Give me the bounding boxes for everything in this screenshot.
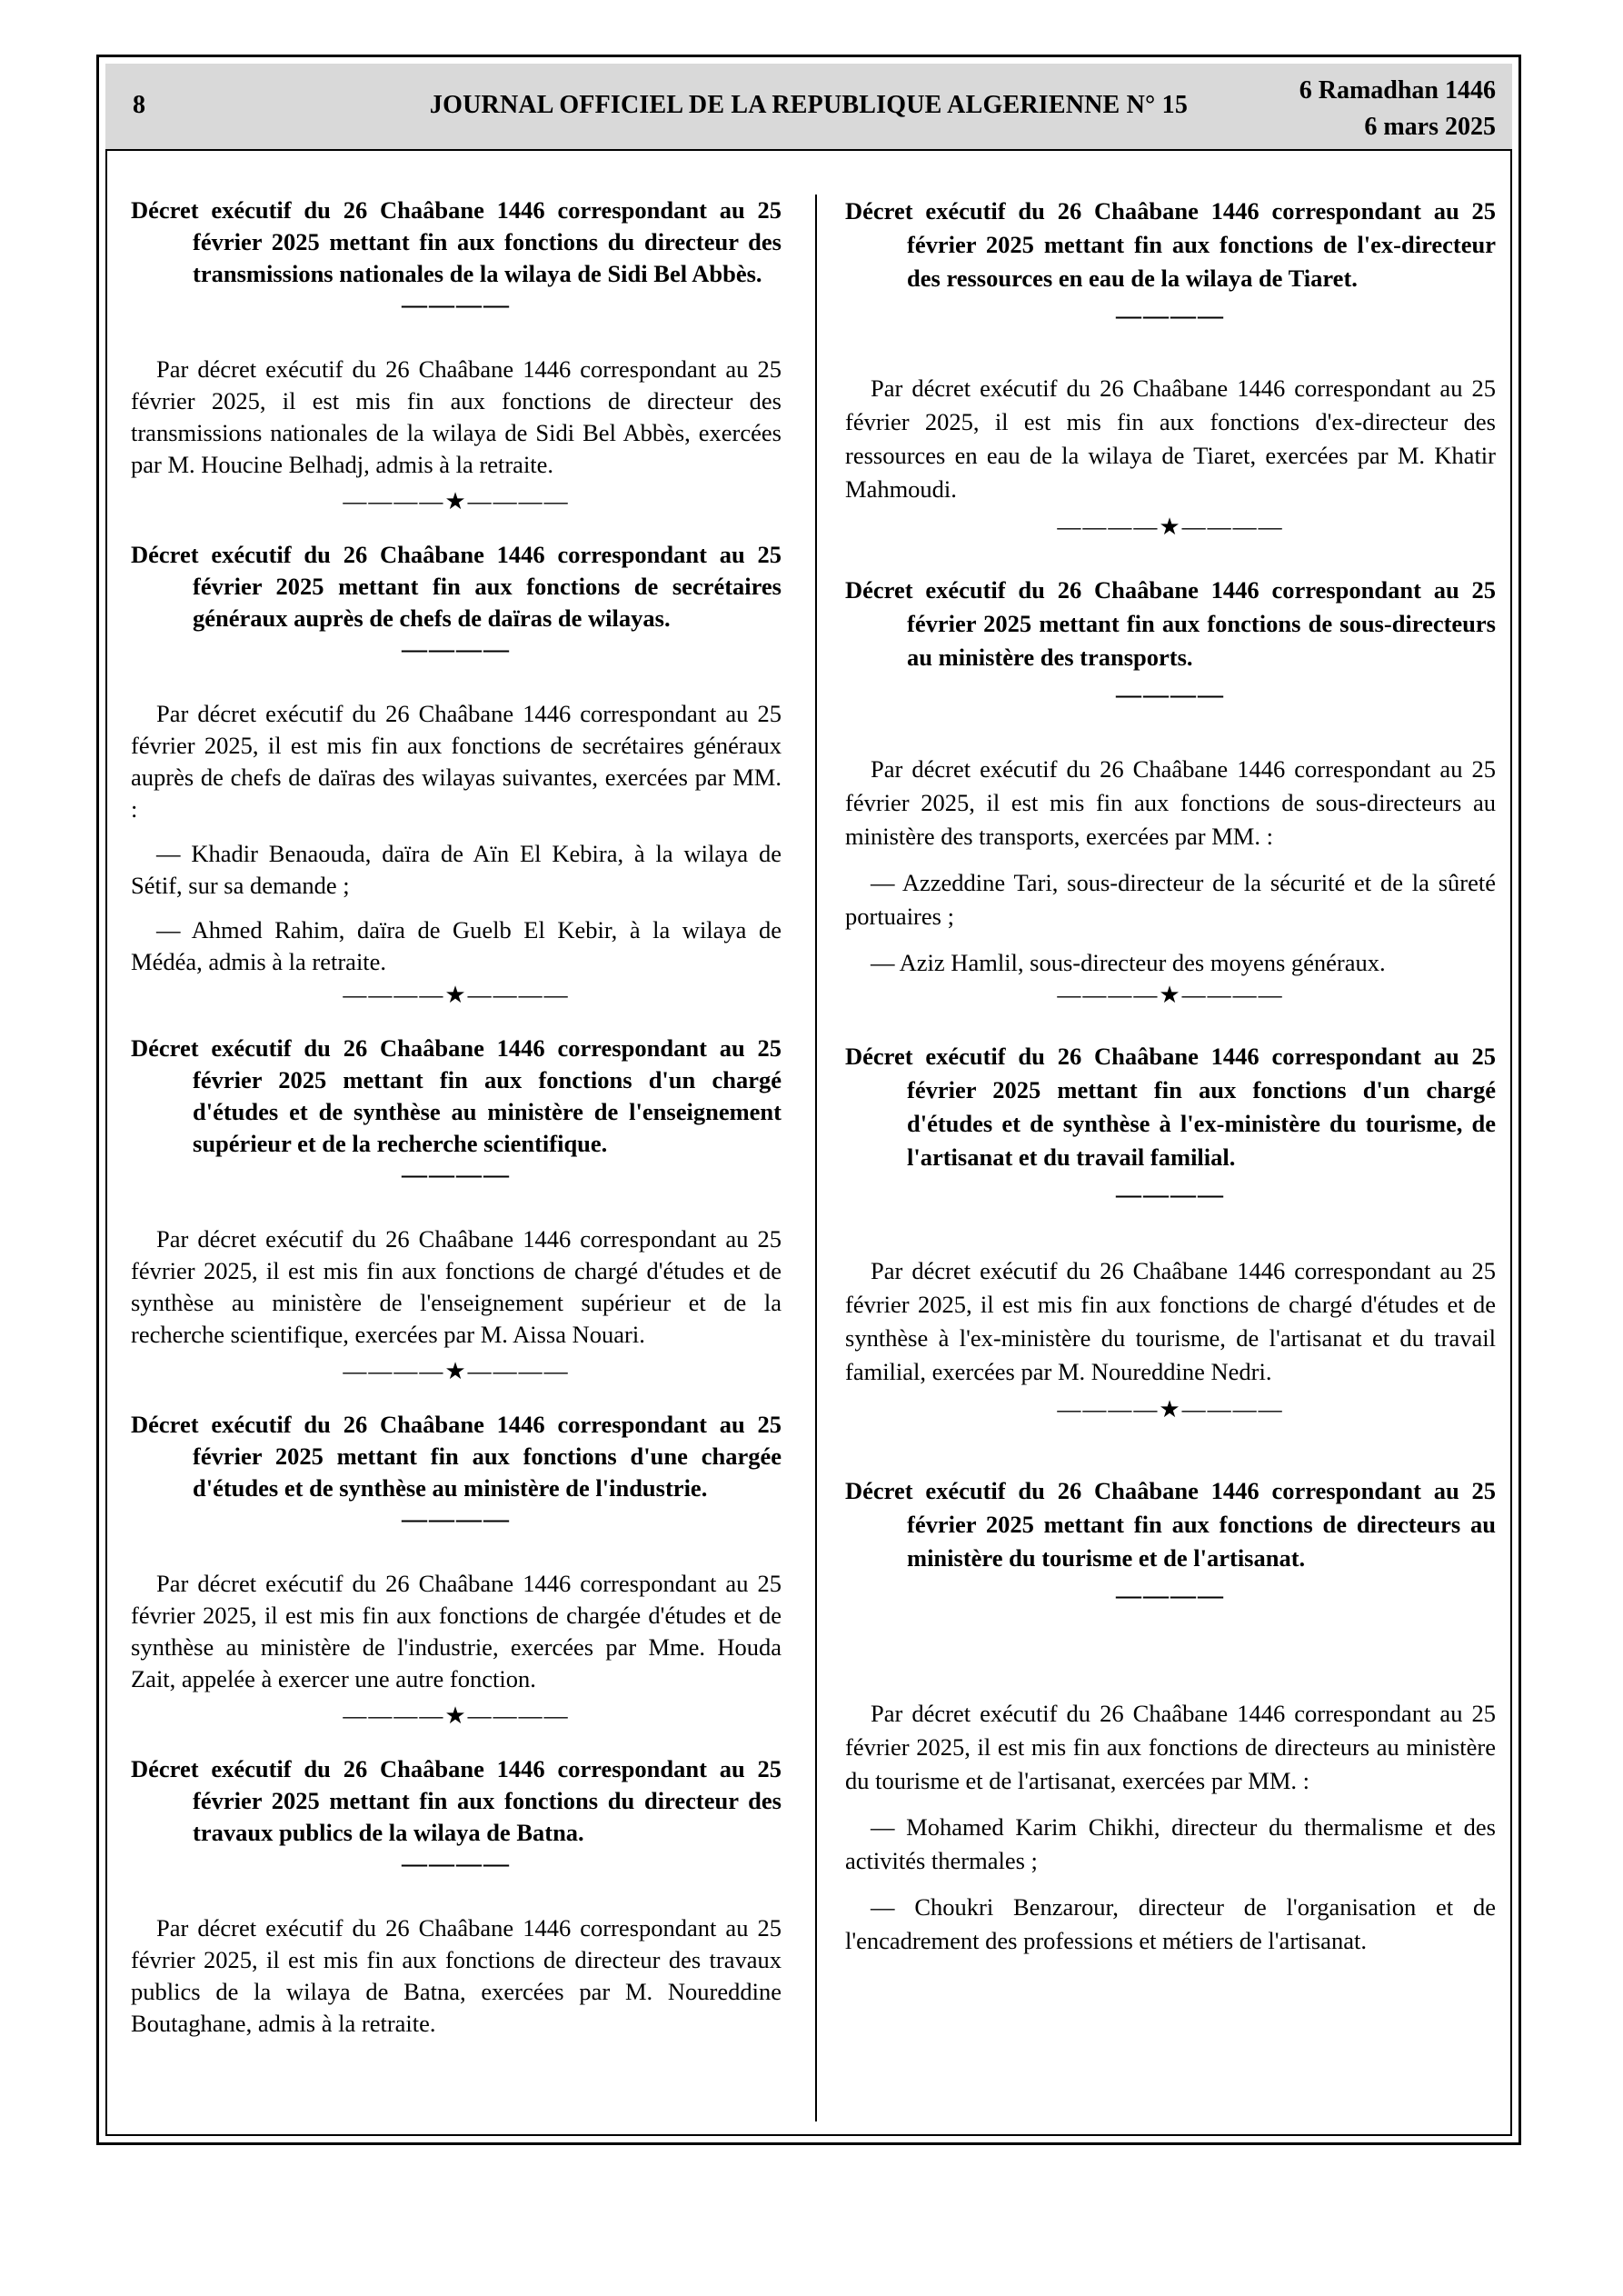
list-item: — Khadir Benaouda, daïra de Aïn El Kebira, à la wilaya de Sétif, sur sa demande ; xyxy=(131,840,782,899)
decree-body: Par décret exécutif du 26 Chaâbane 1446 correspondant au 25 février 2025, il est mis fin aux fonctions de directeur des travaux publics de la wilaya de Batna, exercées par M. Noureddine Boutaghane, admis à la retraite. xyxy=(131,1914,782,2037)
list-item: — Ahmed Rahim, daïra de Guelb El Kebir, à la wilaya de Médéa, admis à la retraite. xyxy=(131,916,782,975)
star-separator: ————★———— xyxy=(343,1702,570,1729)
star-separator: ————★———— xyxy=(1057,1396,1284,1423)
decree-block xyxy=(845,1040,1496,1423)
right-column xyxy=(845,195,1496,1971)
decree-title: Décret exécutif du 26 Chaâbane 1446 correspondant au 25 février 2025 mettant fin aux fonctions d'un chargé d'études et de synthèse au ministère de l'enseignement supérieur et de la recherche scientifique. xyxy=(131,1034,782,1157)
short-separator: ———— xyxy=(402,1850,511,1878)
decree-block xyxy=(131,1753,782,2040)
decree-block xyxy=(131,1409,782,1730)
decree-title: Décret exécutif du 26 Chaâbane 1446 correspondant au 25 février 2025 mettant fin aux fonctions du directeur des transmissions nationales de la wilaya de Sidi Bel Abbès. xyxy=(131,196,782,287)
decree-title: Décret exécutif du 26 Chaâbane 1446 correspondant au 25 février 2025 mettant fin aux fonctions de secrétaires généraux auprès de chefs de daïras de wilayas. xyxy=(131,541,782,632)
decree-block xyxy=(131,1033,782,1385)
short-separator: ———— xyxy=(1116,1181,1225,1209)
decree-title: Décret exécutif du 26 Chaâbane 1446 correspondant au 25 février 2025 mettant fin aux fonctions d'un chargé d'études et de synthèse à l'ex-ministère du tourisme, de l'artisanat et du travail familial. xyxy=(845,1043,1496,1171)
star-separator: ————★———— xyxy=(343,1358,570,1384)
decree-block xyxy=(845,195,1496,541)
journal-header xyxy=(105,64,1512,151)
short-separator: ———— xyxy=(402,1505,511,1533)
star-separator: ————★———— xyxy=(1057,982,1284,1008)
date-gregorian: 6 mars 2025 xyxy=(1364,113,1496,141)
star-separator: ————★———— xyxy=(343,488,570,514)
decree-title: Décret exécutif du 26 Chaâbane 1446 correspondant au 25 février 2025 mettant fin aux fonctions de sous-directeurs au ministère des transports. xyxy=(845,576,1496,671)
journal-title: JOURNAL OFFICIEL DE LA REPUBLIQUE ALGERIENNE N° 15 xyxy=(429,91,1189,119)
decree-body: Par décret exécutif du 26 Chaâbane 1446 correspondant au 25 février 2025, il est mis fin aux fonctions de chargé d'études et de synthèse au ministère de l'enseignement supérieur et de la recherche scientifique, exercées par M. Aissa Nouari. xyxy=(131,1225,782,1348)
decree-body: Par décret exécutif du 26 Chaâbane 1446 correspondant au 25 février 2025, il est mis fin aux fonctions de chargée d'études et de synthèse au ministère de l'industrie, exercées par Mme. Houda Zait, appelée à exercer une autre fonction. xyxy=(131,1570,782,1692)
short-separator: ———— xyxy=(402,291,511,319)
list-item: — Mohamed Karim Chikhi, directeur du thermalisme et des activités thermales ; xyxy=(845,1813,1496,1874)
short-separator: ———— xyxy=(402,1161,511,1189)
decree-body: Par décret exécutif du 26 Chaâbane 1446 correspondant au 25 février 2025, il est mis fin aux fonctions de directeur des transmissions nationales de la wilaya de Sidi Bel Abbès, exercées par M. Houcine Belhadj, admis à la retraite. xyxy=(131,355,782,478)
short-separator: ———— xyxy=(1116,1582,1225,1610)
list-item: — Choukri Benzarour, directeur de l'organisation et de l'encadrement des professions et métiers de l'artisanat. xyxy=(845,1893,1496,1954)
decree-body: Par décret exécutif du 26 Chaâbane 1446 correspondant au 25 février 2025, il est mis fin aux fonctions de directeurs au ministère du tourisme et de l'artisanat, exercées par MM. : xyxy=(845,1700,1496,1794)
decree-title: Décret exécutif du 26 Chaâbane 1446 correspondant au 25 février 2025 mettant fin aux fonctions d'une chargée d'études et de synthèse au ministère de l'industrie. xyxy=(131,1411,782,1502)
decree-body: Par décret exécutif du 26 Chaâbane 1446 correspondant au 25 février 2025, il est mis fin aux fonctions de secrétaires généraux auprès de chefs de daïras des wilayas suivantes, exercées par MM. : xyxy=(131,700,782,823)
decree-block xyxy=(845,574,1496,1009)
decree-body: Par décret exécutif du 26 Chaâbane 1446 correspondant au 25 février 2025, il est mis fin aux fonctions de chargé d'études et de synthèse à l'ex-ministère du tourisme, de l'artisanat et du travail familial, exercées par M. Noureddine Nedri. xyxy=(845,1257,1496,1385)
date-hijri: 6 Ramadhan 1446 xyxy=(1299,76,1496,105)
short-separator: ———— xyxy=(1116,681,1225,709)
short-separator: ———— xyxy=(402,635,511,664)
star-separator: ————★———— xyxy=(343,982,570,1008)
list-item: — Azzeddine Tari, sous-directeur de la sécurité et de la sûreté portuaires ; xyxy=(845,869,1496,930)
decree-body: Par décret exécutif du 26 Chaâbane 1446 correspondant au 25 février 2025, il est mis fin aux fonctions de sous-directeurs au ministère des transports, exercées par MM. : xyxy=(845,755,1496,850)
decree-block xyxy=(131,539,782,1009)
column-divider xyxy=(815,195,817,2121)
decree-title: Décret exécutif du 26 Chaâbane 1446 correspondant au 25 février 2025 mettant fin aux fonctions de directeurs au ministère du tourisme et de l'artisanat. xyxy=(845,1477,1496,1572)
decree-block xyxy=(131,195,782,515)
decree-title: Décret exécutif du 26 Chaâbane 1446 correspondant au 25 février 2025 mettant fin aux fonctions de l'ex-directeur des ressources en eau de la wilaya de Tiaret. xyxy=(845,197,1496,292)
header-date xyxy=(1299,73,1496,145)
left-column xyxy=(131,195,782,2052)
short-separator: ———— xyxy=(1116,302,1225,330)
decree-title: Décret exécutif du 26 Chaâbane 1446 correspondant au 25 février 2025 mettant fin aux fonctions du directeur des travaux publics de la wilaya de Batna. xyxy=(131,1755,782,1846)
decree-block xyxy=(845,1474,1496,1958)
star-separator: ————★———— xyxy=(1057,514,1284,540)
page-number: 8 xyxy=(133,91,145,119)
list-item: — Aziz Hamlil, sous-directeur des moyens généraux. xyxy=(871,949,1386,976)
decree-body: Par décret exécutif du 26 Chaâbane 1446 correspondant au 25 février 2025, il est mis fin aux fonctions d'ex-directeur des ressources en eau de la wilaya de Tiaret, exercées par M. Khatir Mahmoudi. xyxy=(845,374,1496,503)
